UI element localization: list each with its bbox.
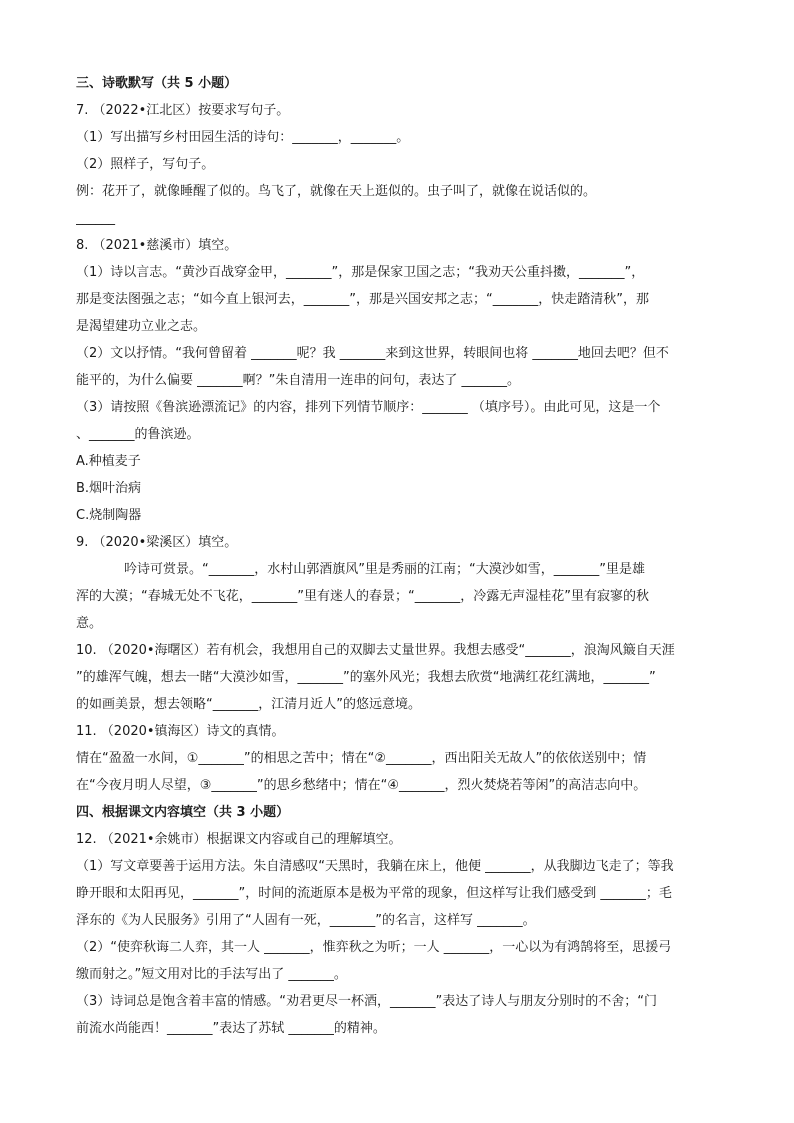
q8-option-c: C.烧制陶器: [76, 508, 142, 523]
q11-line1: 情在“盈盈一水间，①_______”的相思之苦中；情在“②_______，西出阳关无故人”的依依送别中；情: [76, 751, 647, 766]
q7-sub2: （2）照样子，写句子。: [76, 157, 215, 172]
q8-sub1-line1: （1）诗以言志。“黄沙百战穿金甲，_______”，那是保家卫国之志；“我劝天公重抖擞，_______”，: [76, 265, 645, 280]
section4-heading: 四、根据课文内容填空（共 3 小题）: [76, 805, 290, 820]
q10-line3: 的如画美景，想去领略“_______，江清月近人”的悠远意境。: [76, 697, 421, 712]
q8-sub1-line3: 是渴望建功立业之志。: [76, 319, 207, 334]
q8-sub2-line2: 能平的，为什么偏要 _______啊？”朱自清用一连串的问句，表达了 _______。: [76, 373, 520, 388]
q8-sub3-line1: （3）请按照《鲁滨逊漂流记》的内容，排列下列情节顺序：_______ （填序号）。由此可见，这是一个: [76, 400, 661, 415]
q7-head: 7. （2022•江北区）按要求写句子。: [76, 103, 290, 118]
q8-option-b: B.烟叶治病: [76, 481, 142, 496]
q9-line3: 意。: [76, 616, 103, 631]
q8-sub3-line2: 、_______的鲁滨逊。: [76, 427, 200, 442]
q12-sub1-line3: 泽东的《为人民服务》引用了“人固有一死，_______”的名言，这样写 _______。: [76, 913, 536, 928]
q11-head: 11. （2020•镇海区）诗文的真情。: [76, 724, 285, 739]
q12-sub3-line1: （3）诗词总是饱含着丰富的情感。“劝君更尽一杯酒，_______”表达了诗人与朋友分别时的不舍；“门: [76, 994, 657, 1009]
q8-sub2-line1: （2）文以抒情。“我何曾留着 _______呢？我 _______来到这世界，转眼间也将 _______地回去吧？但不: [76, 346, 669, 361]
q12-sub2-line2: 缴而射之。”短文用对比的手法写出了 _______。: [76, 967, 347, 982]
document-page: [76, 70, 722, 1042]
q12-sub1-line1: （1）写文章要善于运用方法。朱自清感叹“天黑时，我躺在床上，他便 _______，从我脚边飞走了；等我: [76, 859, 674, 874]
q7-sub1: （1）写出描写乡村田园生活的诗句：_______，_______。: [76, 130, 410, 145]
q12-sub2-line1: （2）“使弈秋诲二人弈，其一人 _______，惟弈秋之为听；一人 _______，一心以为有鸿鹄将至，思援弓: [76, 940, 672, 955]
q8-option-a: A.种植麦子: [76, 454, 141, 469]
q12-sub3-line2: 前流水尚能西！_______”表达了苏轼 _______的精神。: [76, 1021, 386, 1036]
q10-line2: ”的雄浑气魄，想去一睹“大漠沙如雪，_______”的塞外风光；我想去欣赏“地满红花红满地，_______”: [76, 670, 656, 685]
q8-sub1-line2: 那是变法图强之志；“如今直上银河去，_______”，那是兴国安邦之志；“_______，快走踏清秋”，那: [76, 292, 649, 307]
q8-head: 8. （2021•慈溪市）填空。: [76, 238, 238, 253]
q7-example: 例：花开了，就像睡醒了似的。鸟飞了，就像在天上逛似的。虫子叫了，就像在说话似的。: [76, 184, 597, 199]
q11-line2: 在“今夜月明人尽望，③_______”的思乡愁绪中；情在“④_______，烈火焚烧若等闲”的高洁志向中。: [76, 778, 647, 793]
q9-head: 9. （2020•梁溪区）填空。: [76, 535, 238, 550]
q7-blank: ______: [76, 211, 115, 226]
q10-line1: 10. （2020•海曙区）若有机会，我想用自己的双脚去丈量世界。我想去感受“_______，浪淘风簸自天涯: [76, 643, 675, 658]
q9-line2: 浑的大漠；“春城无处不飞花，_______”里有迷人的春景；“_______，冷露无声湿桂花”里有寂寥的秋: [76, 589, 649, 604]
q12-sub1-line2: 睁开眼和太阳再见，_______”，时间的流逝原本是极为平常的现象，但这样写让我们感受到 _______；毛: [76, 886, 672, 901]
q12-head: 12. （2021•余姚市）根据课文内容或自己的理解填空。: [76, 832, 402, 847]
q9-line1: 吟诗可赏景。“_______，水村山郭酒旗风”里是秀丽的江南；“大漠沙如雪，_______”里是雄: [124, 562, 645, 577]
section3-heading: 三、诗歌默写（共 5 小题）: [76, 76, 238, 91]
